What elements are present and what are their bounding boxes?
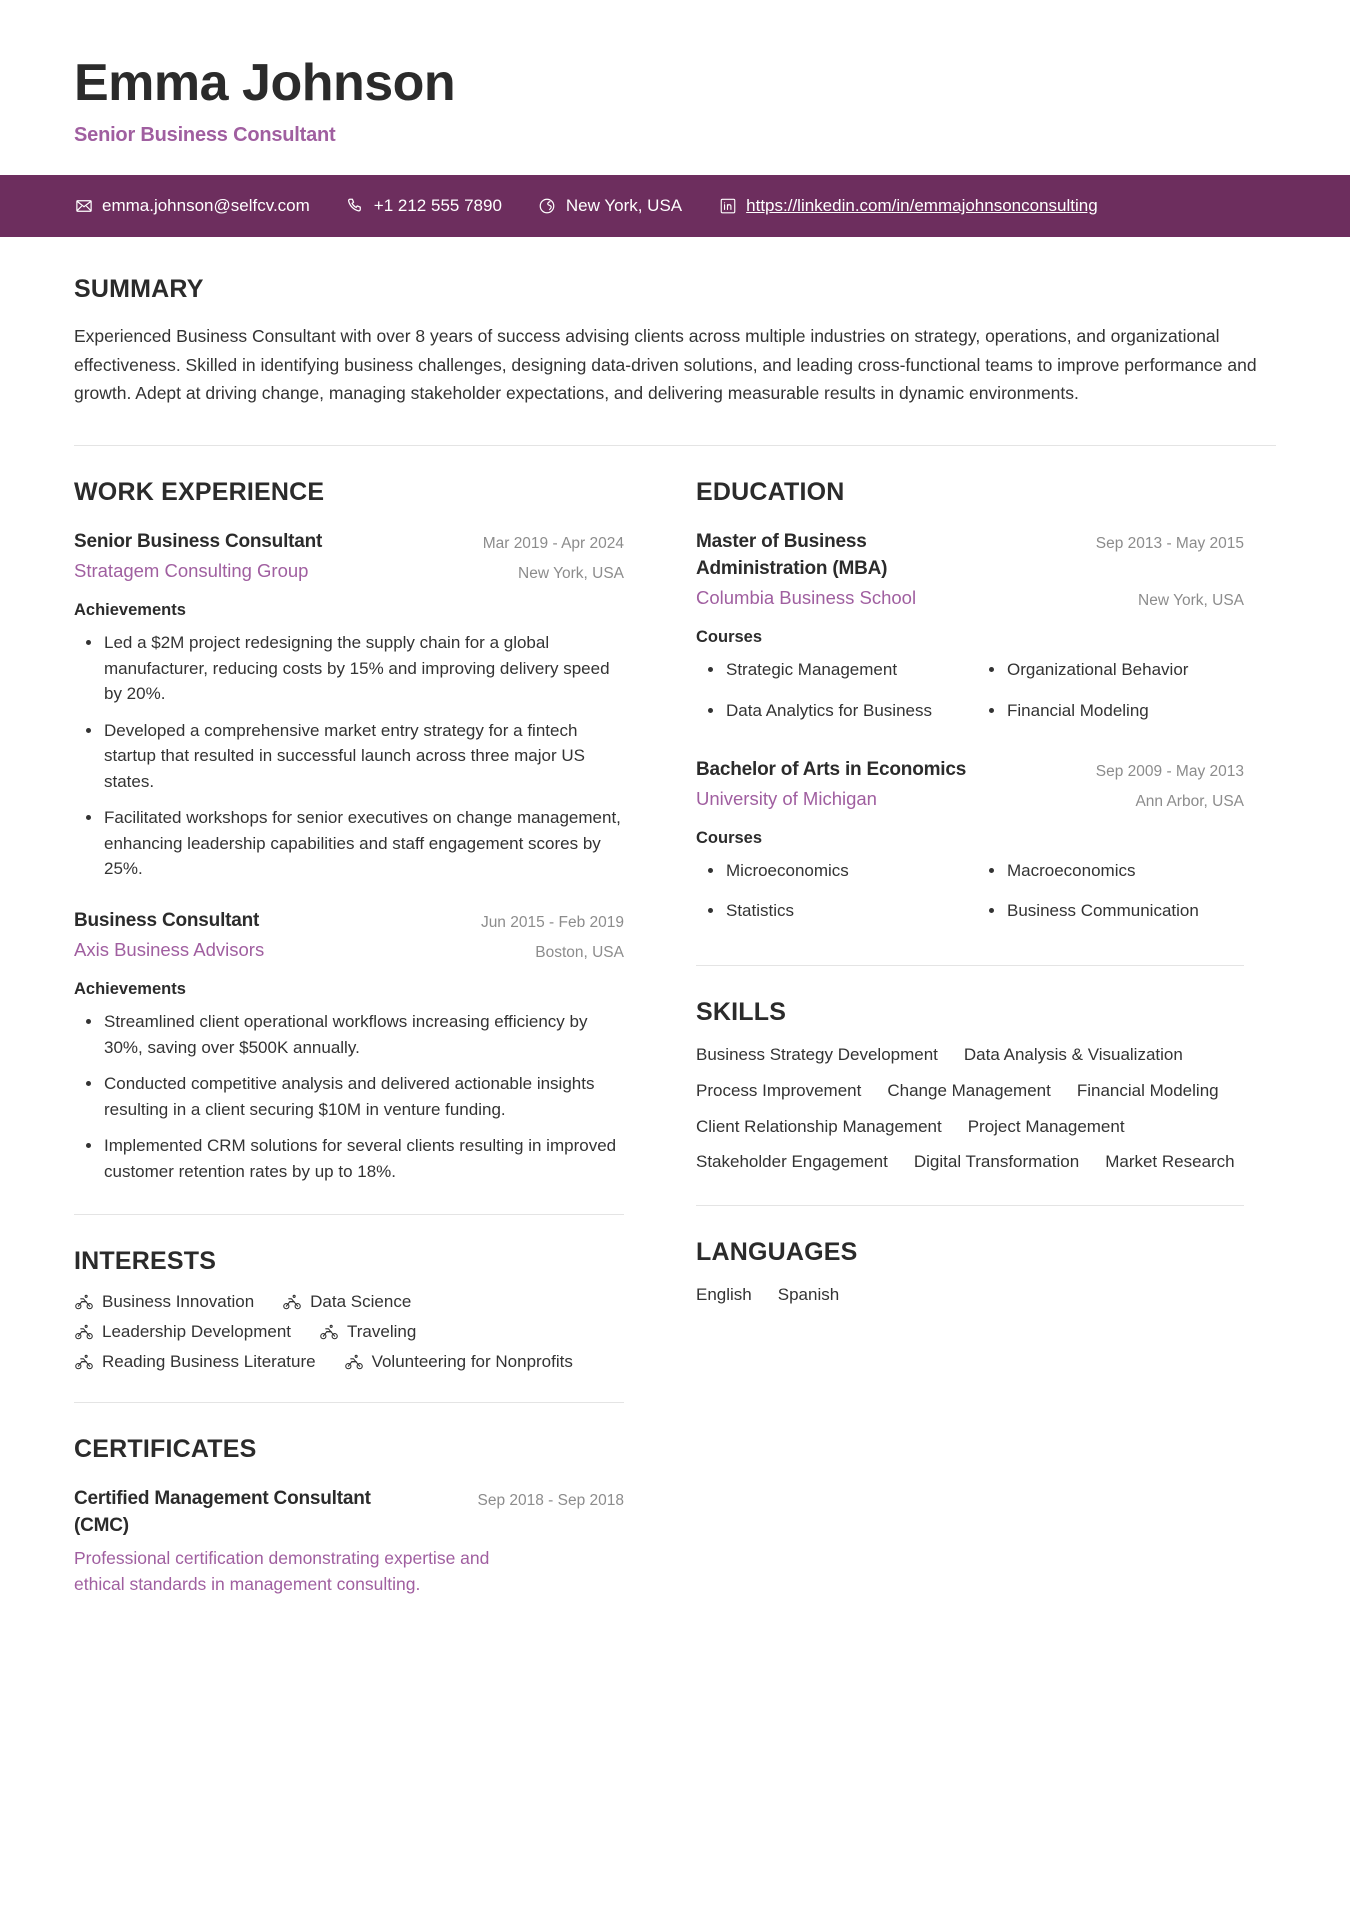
right-column bbox=[656, 446, 1244, 1307]
interest-label: Volunteering for Nonprofits bbox=[371, 1352, 573, 1372]
certificates-heading: CERTIFICATES bbox=[74, 1435, 257, 1464]
interest-label: Leadership Development bbox=[102, 1322, 292, 1342]
education-location: Ann Arbor, USA bbox=[1135, 792, 1244, 810]
work-experience-heading: WORK EXPERIENCE bbox=[74, 478, 325, 507]
interest-item bbox=[319, 1322, 416, 1342]
contact-text[interactable]: https://linkedin.com/in/emmajohnsonconsulting bbox=[746, 196, 1098, 216]
certificate-dates: Sep 2018 - Sep 2018 bbox=[477, 1492, 624, 1510]
interest-item bbox=[74, 1292, 254, 1312]
contact-text: New York, USA bbox=[565, 196, 683, 216]
work-location: New York, USA bbox=[518, 565, 624, 583]
work-organization: Stratagem Consulting Group bbox=[74, 560, 309, 582]
course-item: Macroeconomics bbox=[977, 858, 1244, 883]
certificate-name: Certified Management Consultant (CMC) bbox=[74, 1488, 371, 1537]
bicycle-icon bbox=[74, 1352, 94, 1372]
education-entry bbox=[696, 529, 1244, 735]
skill-item: Business Strategy Development bbox=[696, 1045, 938, 1065]
education-dates: Sep 2009 - May 2013 bbox=[1095, 762, 1244, 780]
education-entry bbox=[696, 757, 1244, 936]
education-school: Columbia Business School bbox=[696, 587, 917, 609]
skill-item: Process Improvement bbox=[696, 1080, 862, 1100]
languages-list bbox=[696, 1283, 1244, 1308]
achievements-list bbox=[74, 1009, 624, 1184]
courses-label: Courses bbox=[696, 828, 763, 847]
education-location: New York, USA bbox=[1138, 592, 1244, 610]
work-role: Business Consultant bbox=[74, 909, 260, 931]
work-entry bbox=[74, 529, 624, 882]
course-item: Microeconomics bbox=[696, 858, 963, 883]
bicycle-icon bbox=[344, 1352, 364, 1372]
achievements-label: Achievements bbox=[74, 601, 186, 620]
interest-item bbox=[74, 1352, 316, 1372]
course-item: Organizational Behavior bbox=[977, 657, 1244, 682]
certificates-section bbox=[74, 1403, 624, 1597]
language-item: English bbox=[696, 1284, 752, 1304]
skill-item: Change Management bbox=[887, 1080, 1051, 1100]
achievement-item: Led a $2M project redesigning the supply chain for a global manufacturer, reducing costs by 15% and improving delivery speed by 20%. bbox=[74, 630, 624, 707]
interests-heading: INTERESTS bbox=[74, 1247, 217, 1276]
bicycle-icon bbox=[282, 1292, 302, 1312]
page-title: Emma Johnson bbox=[74, 54, 456, 112]
phone-icon bbox=[346, 197, 365, 216]
globe-icon bbox=[538, 197, 557, 216]
work-organization: Axis Business Advisors bbox=[74, 938, 265, 960]
achievement-item: Streamlined client operational workflows increasing efficiency by 30%, saving over $500K annually. bbox=[74, 1009, 624, 1060]
header-job-title: Senior Business Consultant bbox=[74, 124, 336, 147]
bicycle-icon bbox=[74, 1322, 94, 1342]
linkedin-icon bbox=[718, 197, 737, 216]
interests-section bbox=[74, 1215, 624, 1372]
skill-item: Stakeholder Engagement bbox=[696, 1152, 888, 1172]
work-experience-section bbox=[74, 446, 624, 1184]
courses-list bbox=[696, 657, 1244, 734]
contact-item-globe bbox=[538, 196, 682, 216]
contact-text: emma.johnson@selfcv.com bbox=[102, 196, 310, 216]
achievement-item: Developed a comprehensive market entry strategy for a fintech startup that resulted in successful launch across three major US states. bbox=[74, 718, 624, 795]
envelope-icon bbox=[74, 197, 93, 216]
interests-list bbox=[74, 1292, 614, 1372]
bicycle-icon bbox=[319, 1322, 339, 1342]
education-degree: Bachelor of Arts in Economics bbox=[696, 758, 967, 780]
left-column bbox=[74, 446, 656, 1597]
work-role: Senior Business Consultant bbox=[74, 531, 323, 553]
languages-heading: LANGUAGES bbox=[696, 1237, 858, 1266]
skill-item: Digital Transformation bbox=[913, 1152, 1080, 1172]
summary-section bbox=[74, 237, 1276, 407]
work-location: Boston, USA bbox=[535, 943, 624, 961]
skill-item: Market Research bbox=[1105, 1152, 1235, 1172]
interest-item bbox=[74, 1322, 291, 1342]
interest-item bbox=[344, 1352, 573, 1372]
achievement-item: Conducted competitive analysis and delivered actionable insights resulting in a client securing $10M in venture funding. bbox=[74, 1071, 624, 1122]
work-dates: Mar 2019 - Apr 2024 bbox=[482, 535, 624, 553]
interest-label: Data Science bbox=[310, 1292, 412, 1312]
achievements-list bbox=[74, 630, 624, 882]
certificate-description: Professional certification demonstrating expertise and ethical standards in management consulting. bbox=[74, 1548, 490, 1595]
contact-item-linkedin[interactable] bbox=[718, 196, 1098, 216]
summary-heading: SUMMARY bbox=[74, 275, 204, 304]
education-dates: Sep 2013 - May 2015 bbox=[1095, 535, 1244, 553]
achievement-item: Implemented CRM solutions for several clients resulting in improved customer retention rates by up to 18%. bbox=[74, 1133, 624, 1184]
contact-text: +1 212 555 7890 bbox=[373, 196, 502, 216]
skills-heading: SKILLS bbox=[696, 998, 787, 1027]
skill-item: Data Analysis & Visualization bbox=[963, 1045, 1183, 1065]
summary-text: Experienced Business Consultant with over 8 years of success advising clients across multiple industries on strategy, operations, and organizational effectiveness. Skilled in identifying business challenges, designing data-driven solutions, and leading cross-functional teams to improve performance and growth. Adept at driving change, managing stakeholder expectations, and delivering measurable results in dynamic environments. bbox=[74, 326, 1257, 403]
skill-item: Financial Modeling bbox=[1076, 1080, 1219, 1100]
contact-item-phone bbox=[346, 196, 502, 216]
education-degree: Master of Business Administration (MBA) bbox=[696, 531, 888, 580]
work-dates: Jun 2015 - Feb 2019 bbox=[480, 913, 624, 931]
course-item: Financial Modeling bbox=[977, 698, 1244, 723]
skills-section bbox=[696, 966, 1244, 1175]
course-item: Business Communication bbox=[977, 898, 1244, 923]
interest-label: Reading Business Literature bbox=[102, 1352, 316, 1372]
course-item: Strategic Management bbox=[696, 657, 963, 682]
certificate-entry bbox=[74, 1486, 624, 1597]
skill-item: Project Management bbox=[967, 1116, 1125, 1136]
bicycle-icon bbox=[74, 1292, 94, 1312]
course-item: Data Analytics for Business bbox=[696, 698, 963, 723]
language-item: Spanish bbox=[777, 1284, 840, 1304]
languages-section bbox=[696, 1206, 1244, 1308]
education-section bbox=[696, 446, 1244, 935]
contact-item-envelope bbox=[74, 196, 310, 216]
courses-list bbox=[696, 858, 1244, 935]
content-columns bbox=[74, 446, 1276, 1597]
contact-bar bbox=[0, 175, 1350, 237]
course-item: Statistics bbox=[696, 898, 963, 923]
skill-item: Client Relationship Management bbox=[696, 1116, 942, 1136]
resume-header bbox=[0, 0, 1350, 147]
education-school: University of Michigan bbox=[696, 787, 877, 809]
achievement-item: Facilitated workshops for senior executives on change management, enhancing leadership capabilities and staff engagement scores by 25%. bbox=[74, 805, 624, 882]
interest-label: Business Innovation bbox=[102, 1292, 255, 1312]
education-heading: EDUCATION bbox=[696, 478, 845, 507]
interest-label: Traveling bbox=[347, 1322, 417, 1342]
interest-item bbox=[282, 1292, 411, 1312]
work-entry bbox=[74, 908, 624, 1184]
achievements-label: Achievements bbox=[74, 980, 186, 999]
courses-label: Courses bbox=[696, 628, 763, 647]
skills-list bbox=[696, 1043, 1244, 1175]
